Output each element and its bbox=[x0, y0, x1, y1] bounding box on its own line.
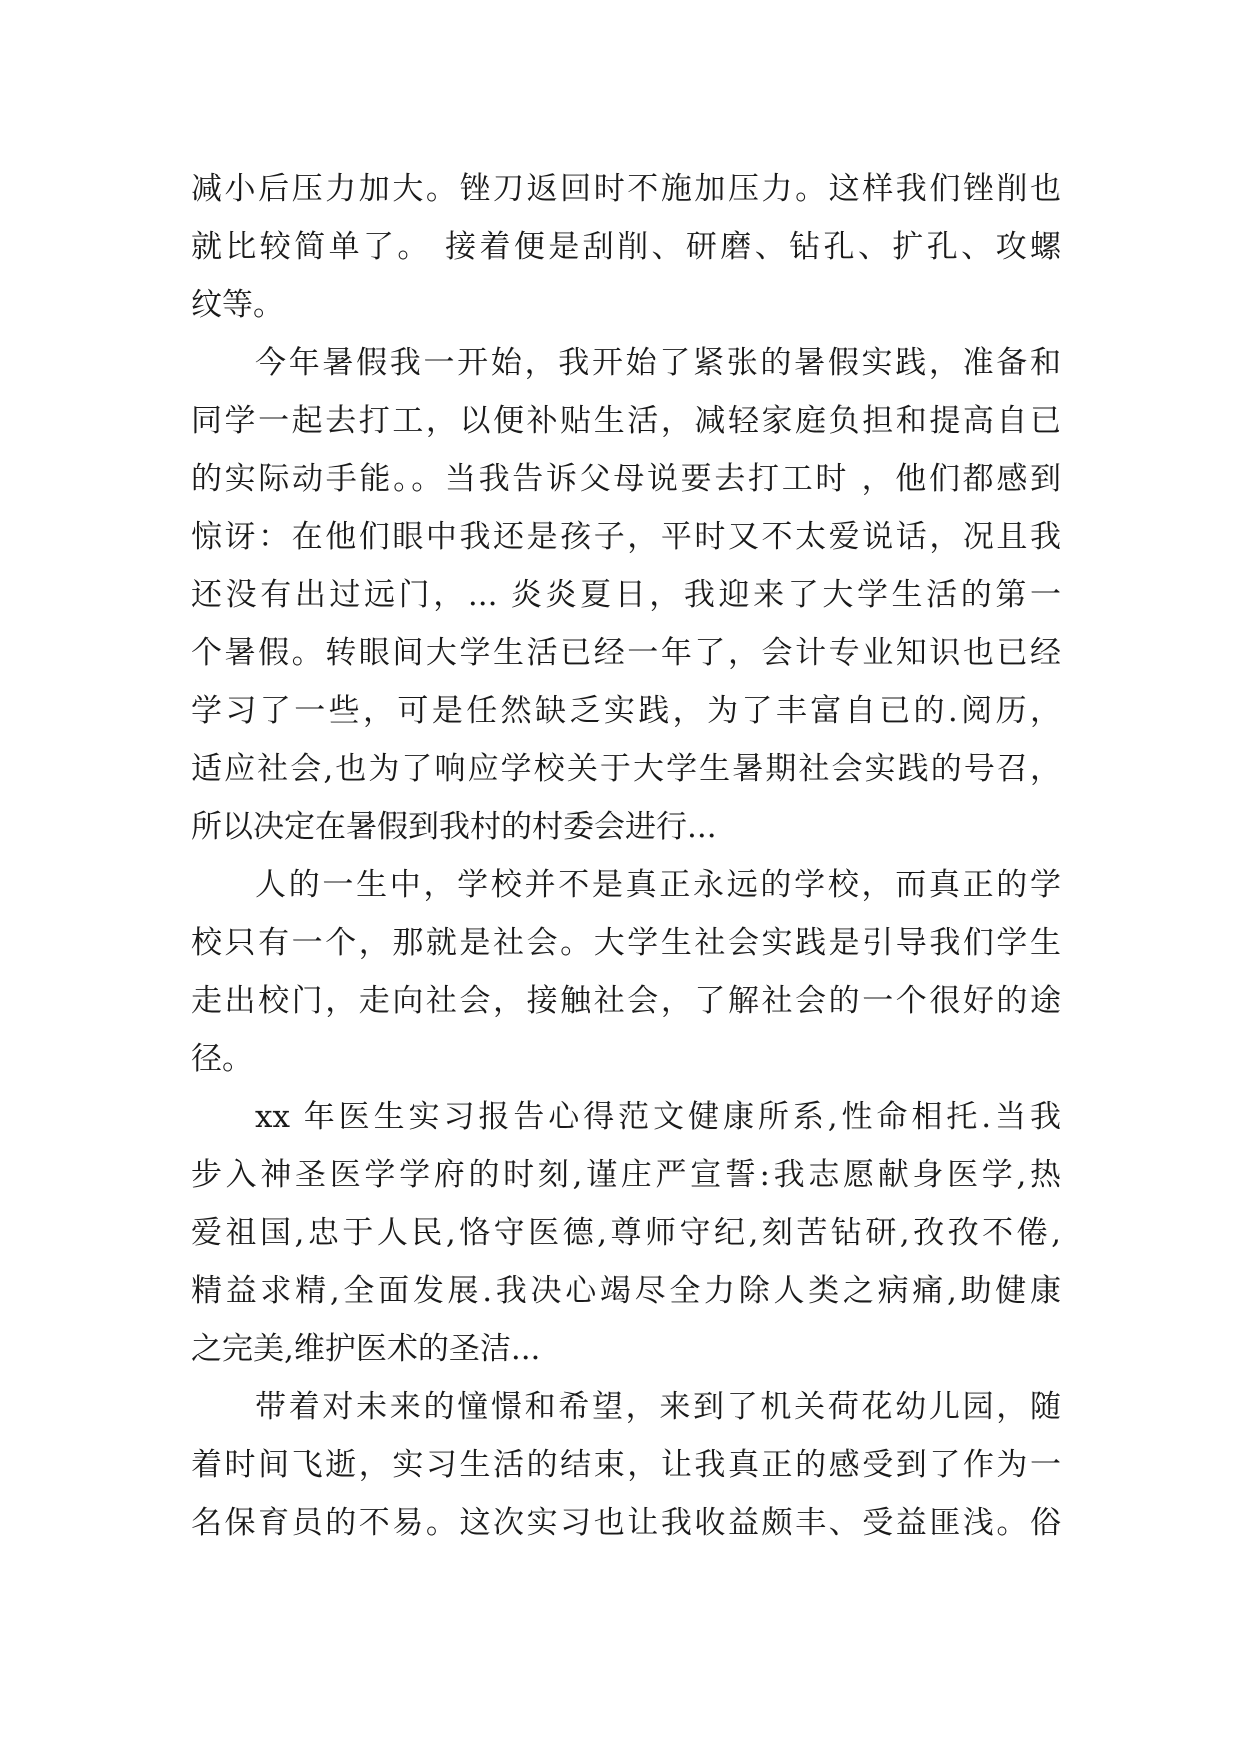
paragraph-summer-practice bbox=[191, 334, 1061, 856]
text-line: 之完美,维护医术的圣洁... bbox=[191, 1331, 541, 1367]
text-line: 爱祖国,忠于人民,恪守医德,尊师守纪,刻苦钻研,孜孜不倦, bbox=[191, 1215, 1061, 1251]
text-line: 减小后压力加大。锉刀返回时不施加压力。这样我们锉削也 bbox=[191, 171, 1061, 207]
text-line: 适应社会,也为了响应学校关于大学生暑期社会实践的号召， bbox=[191, 751, 1061, 787]
text-line: 步入神圣医学学府的时刻,谨庄严宣誓:我志愿献身医学,热 bbox=[191, 1157, 1061, 1193]
document-body bbox=[191, 160, 1061, 1552]
text-line: 个暑假。转眼间大学生活已经一年了，会计专业知识也已经 bbox=[191, 635, 1061, 671]
text-line: 精益求精,全面发展.我决心竭尽全力除人类之病痛,助健康 bbox=[191, 1273, 1061, 1309]
text-line: 所以决定在暑假到我村的村委会进行... bbox=[191, 809, 717, 845]
text-line: 还没有出过远门，... 炎炎夏日，我迎来了大学生活的第一 bbox=[191, 577, 1061, 613]
text-line: 今年暑假我一开始，我开始了紧张的暑假实践，准备和 bbox=[255, 345, 1061, 381]
text-line: 的实际动手能。。当我告诉父母说要去打工时 ，他们都感到 bbox=[191, 461, 1061, 497]
paragraph-medical-internship bbox=[191, 1088, 1061, 1378]
text-line: xx 年医生实习报告心得范文健康所系,性命相托.当我 bbox=[255, 1099, 1061, 1135]
text-line: 同学一起去打工，以便补贴生活，减轻家庭负担和提高自已 bbox=[191, 403, 1061, 439]
text-line: 学习了一些，可是任然缺乏实践，为了丰富自已的.阅历， bbox=[191, 693, 1061, 729]
paragraph-society-school bbox=[191, 856, 1061, 1088]
text-line: 就比较简单了。 接着便是刮削、研磨、钻孔、扩孔、攻螺 bbox=[191, 229, 1061, 265]
text-line: 走出校门，走向社会，接触社会，了解社会的一个很好的途 bbox=[191, 983, 1061, 1019]
text-line: 径。 bbox=[191, 1041, 253, 1077]
paragraph-kindergarten bbox=[191, 1378, 1061, 1552]
text-line: 着时间飞逝，实习生活的结束，让我真正的感受到了作为一 bbox=[191, 1447, 1061, 1483]
text-line: 人的一生中，学校并不是真正永远的学校，而真正的学 bbox=[255, 867, 1061, 903]
text-line: 带着对未来的憧憬和希望，来到了机关荷花幼儿园，随 bbox=[255, 1389, 1061, 1425]
text-line: 名保育员的不易。这次实习也让我收益颇丰、受益匪浅。俗 bbox=[191, 1505, 1061, 1541]
text-line: 惊讶：在他们眼中我还是孩子，平时又不太爱说话，况且我 bbox=[191, 519, 1061, 555]
text-line: 校只有一个，那就是社会。大学生社会实践是引导我们学生 bbox=[191, 925, 1061, 961]
paragraph-filing bbox=[191, 160, 1061, 334]
text-line: 纹等。 bbox=[191, 287, 284, 323]
